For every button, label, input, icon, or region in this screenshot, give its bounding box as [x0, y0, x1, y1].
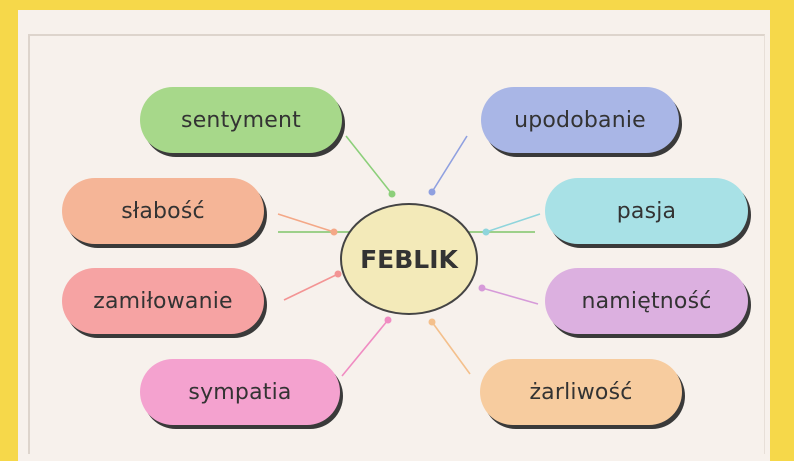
node-zarliwosc	[480, 359, 682, 425]
center-node	[340, 203, 478, 315]
node-label: słabość	[121, 198, 205, 224]
link-zarliwosc	[432, 322, 470, 374]
link-sympatia	[342, 320, 388, 376]
node-label: sentyment	[181, 107, 301, 133]
link-zamilowanie	[284, 274, 338, 300]
node-label: pasja	[616, 198, 677, 224]
link-sentyment	[346, 136, 392, 194]
node-pasja	[545, 178, 748, 244]
node-upodobanie	[481, 87, 679, 153]
node-zamilowanie	[62, 268, 264, 334]
link-pasja	[486, 214, 540, 232]
node-label: upodobanie	[514, 107, 646, 133]
node-slabosc	[62, 178, 264, 244]
node-sentyment	[140, 87, 342, 153]
center-label: FEBLIK	[360, 244, 458, 274]
node-label: żarliwość	[529, 379, 633, 405]
node-label: namiętność	[581, 288, 712, 314]
link-namietnosc	[482, 288, 538, 304]
node-sympatia	[140, 359, 340, 425]
node-namietnosc	[545, 268, 748, 334]
node-label: sympatia	[188, 379, 292, 405]
link-upodobanie	[432, 136, 467, 192]
node-label: zamiłowanie	[93, 288, 233, 314]
link-slabosc	[278, 214, 334, 232]
